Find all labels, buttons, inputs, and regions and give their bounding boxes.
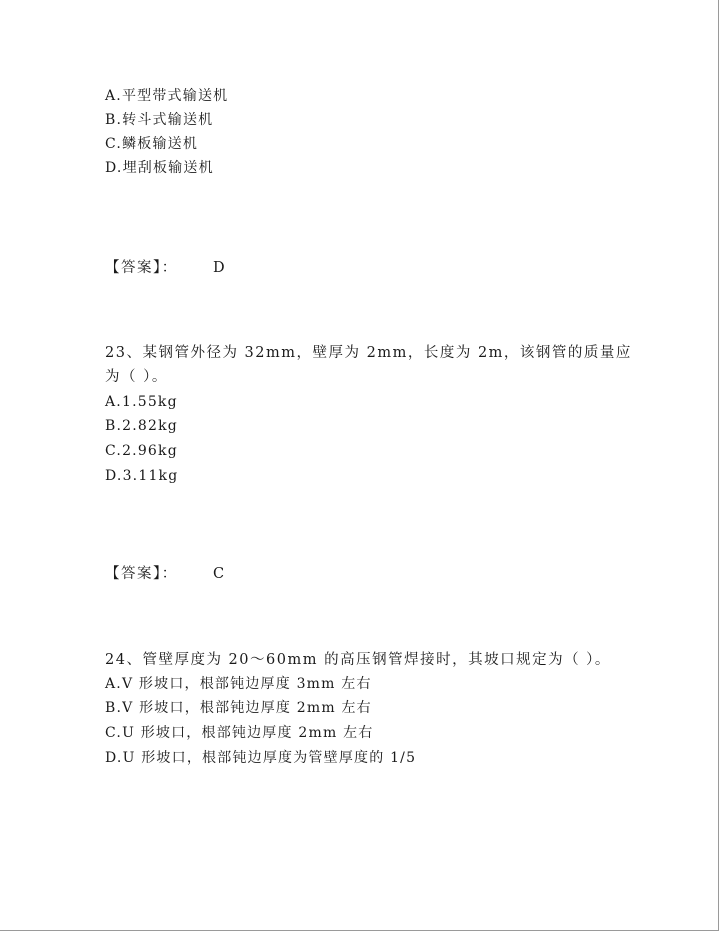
option-c: C.2.96kg (105, 443, 178, 459)
answer-label: 【答案】： (105, 566, 178, 582)
option-d: D.U 形坡口，根部钝边厚度为管壁厚度的 1/5 (105, 750, 417, 766)
option-d: D.3.11kg (105, 468, 179, 484)
answer-value: D (213, 260, 225, 276)
option-c: C.鳞板输送机 (105, 136, 199, 152)
option-d: D.埋刮板输送机 (105, 160, 214, 176)
option-c: C.U 形坡口，根部钝边厚度 2mm 左右 (105, 725, 374, 741)
option-a: A.V 形坡口，根部钝边厚度 3mm 左右 (105, 676, 372, 692)
question-23-text-cont: 为（ ）。 (105, 369, 168, 385)
question-24-text: 24、管壁厚度为 20～60mm 的高压钢管焊接时，其坡口规定为（ ）。 (105, 652, 611, 668)
question-23-text: 23、某钢管外径为 32mm，壁厚为 2mm，长度为 2m，该钢管的质量应 (105, 345, 632, 361)
answer-label: 【答案】： (105, 260, 178, 276)
option-a: A.平型带式输送机 (105, 88, 229, 104)
option-b: B.转斗式输送机 (105, 112, 214, 128)
option-b: B.2.82kg (105, 418, 178, 434)
option-a: A.1.55kg (105, 394, 178, 410)
option-b: B.V 形坡口，根部钝边厚度 2mm 左右 (105, 700, 372, 716)
answer-value: C (213, 566, 225, 582)
